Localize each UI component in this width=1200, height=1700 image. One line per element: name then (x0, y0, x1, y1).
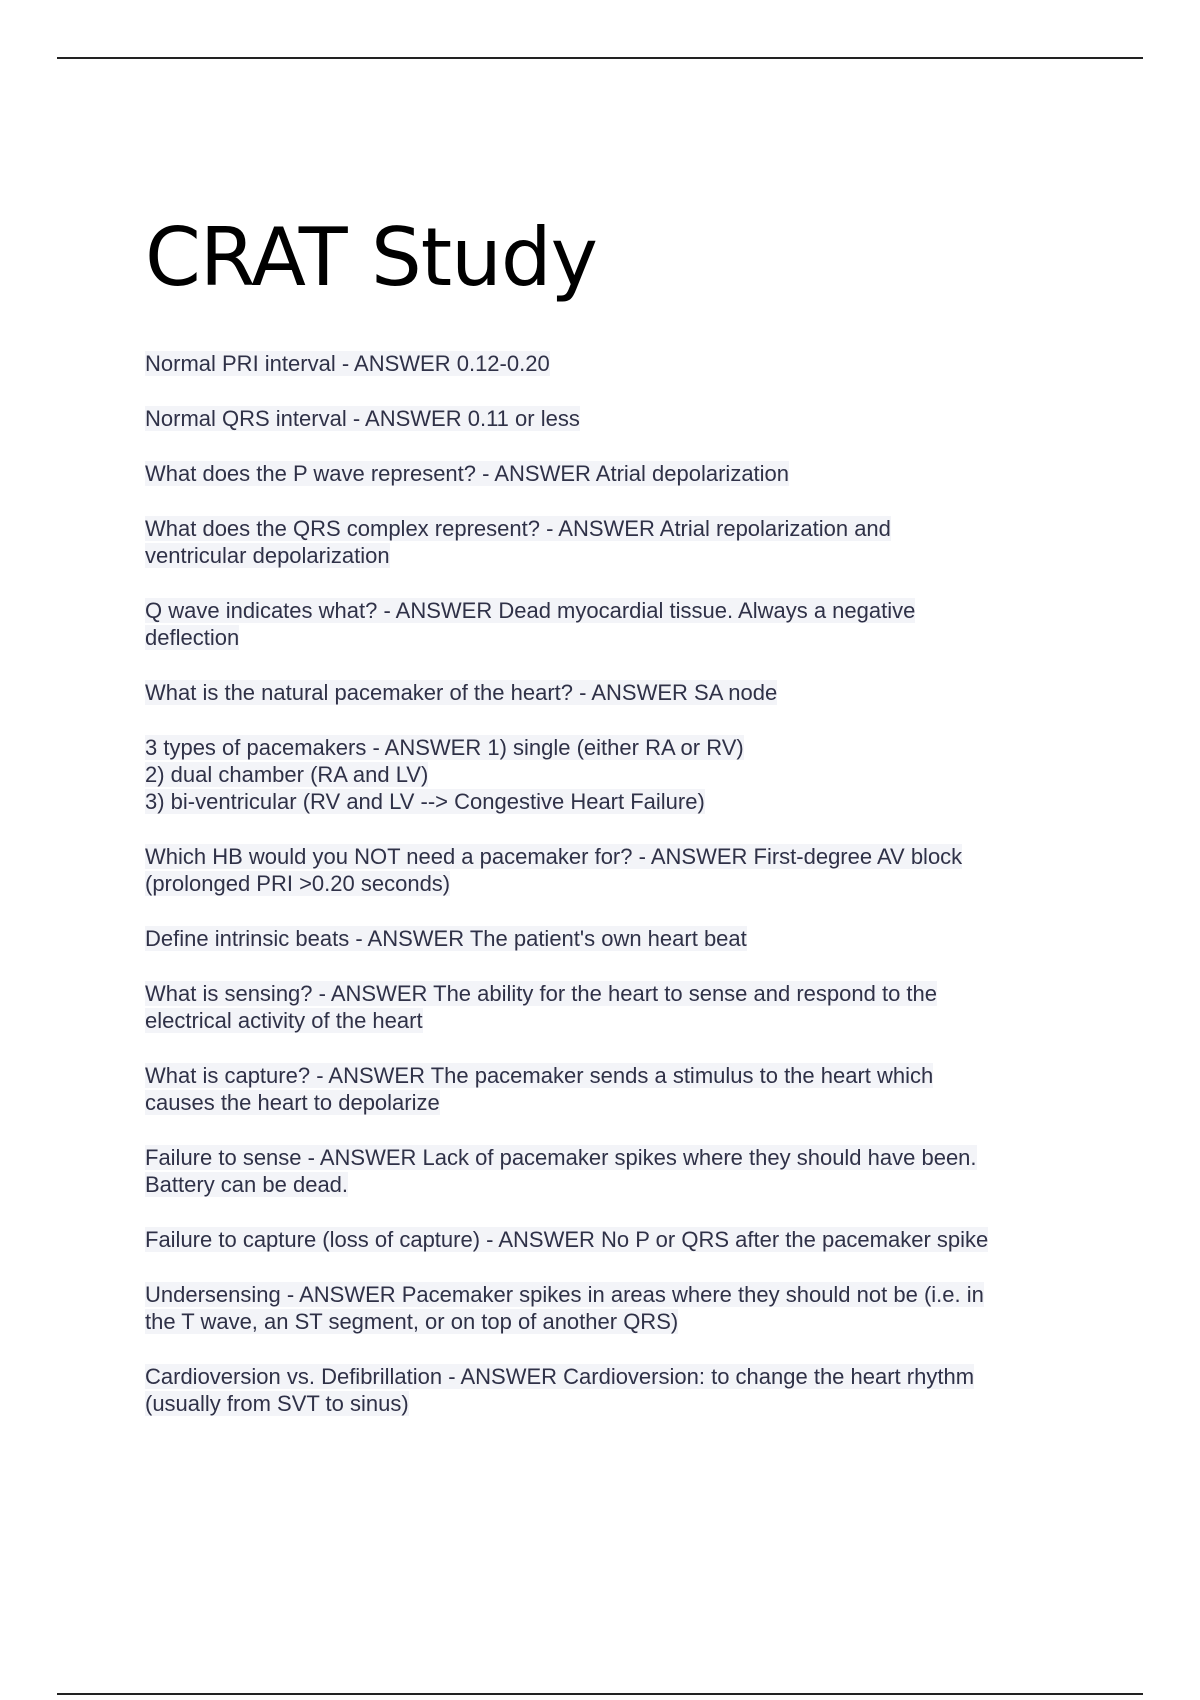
qa-item (145, 1144, 1085, 1198)
qa-text: Q wave indicates what? - ANSWER Dead myocardial tissue. Always a negative deflection (145, 598, 916, 650)
qa-item (145, 679, 1085, 706)
qa-item (145, 843, 1085, 897)
qa-text: What is capture? - ANSWER The pacemaker sends a stimulus to the heart which causes the heart to depolarize (145, 1063, 934, 1115)
qa-text: Which HB would you NOT need a pacemaker for? - ANSWER First-degree AV block (prolonged PRI >0.20 seconds) (145, 844, 963, 896)
qa-text: Cardioversion vs. Defibrillation - ANSWER Cardioversion: to change the heart rhythm (usually from SVT to sinus) (145, 1364, 975, 1416)
qa-text: Failure to capture (loss of capture) - ANSWER No P or QRS after the pacemaker spike (145, 1227, 989, 1252)
qa-item (145, 925, 1085, 952)
qa-text: What is sensing? - ANSWER The ability for the heart to sense and respond to the electrical activity of the heart (145, 981, 938, 1033)
qa-item (145, 734, 1085, 815)
qa-text: Normal PRI interval - ANSWER 0.12-0.20 (145, 351, 550, 376)
qa-item (145, 460, 1085, 487)
header-divider (57, 57, 1143, 59)
qa-text: What does the P wave represent? - ANSWER Atrial depolarization (145, 461, 790, 486)
qa-text: Normal QRS interval - ANSWER 0.11 or less (145, 406, 580, 431)
qa-item (145, 350, 1085, 377)
qa-item (145, 1062, 1085, 1116)
qa-item (145, 1363, 1085, 1417)
document-title: CRAT Study (145, 211, 597, 304)
footer-divider (57, 1693, 1143, 1695)
qa-item (145, 1226, 1085, 1253)
qa-text: What is the natural pacemaker of the heart? - ANSWER SA node (145, 680, 778, 705)
qa-list (145, 350, 1085, 1445)
qa-text: Undersensing - ANSWER Pacemaker spikes in areas where they should not be (i.e. in the T wave, an ST segment, or on top of another QRS) (145, 1282, 984, 1334)
qa-text: What does the QRS complex represent? - ANSWER Atrial repolarization and ventricular depolarization (145, 516, 891, 568)
qa-item (145, 980, 1085, 1034)
qa-item (145, 597, 1085, 651)
qa-text: Failure to sense - ANSWER Lack of pacemaker spikes where they should have been. Battery can be dead. (145, 1145, 977, 1197)
qa-item (145, 405, 1085, 432)
qa-item (145, 515, 1085, 569)
qa-item (145, 1281, 1085, 1335)
qa-text: 3 types of pacemakers - ANSWER 1) single (either RA or RV) 2) dual chamber (RA and LV) 3) bi-ventricular (RV and LV --> Congestive Heart Failure) (145, 735, 744, 814)
qa-text: Define intrinsic beats - ANSWER The patient's own heart beat (145, 926, 747, 951)
